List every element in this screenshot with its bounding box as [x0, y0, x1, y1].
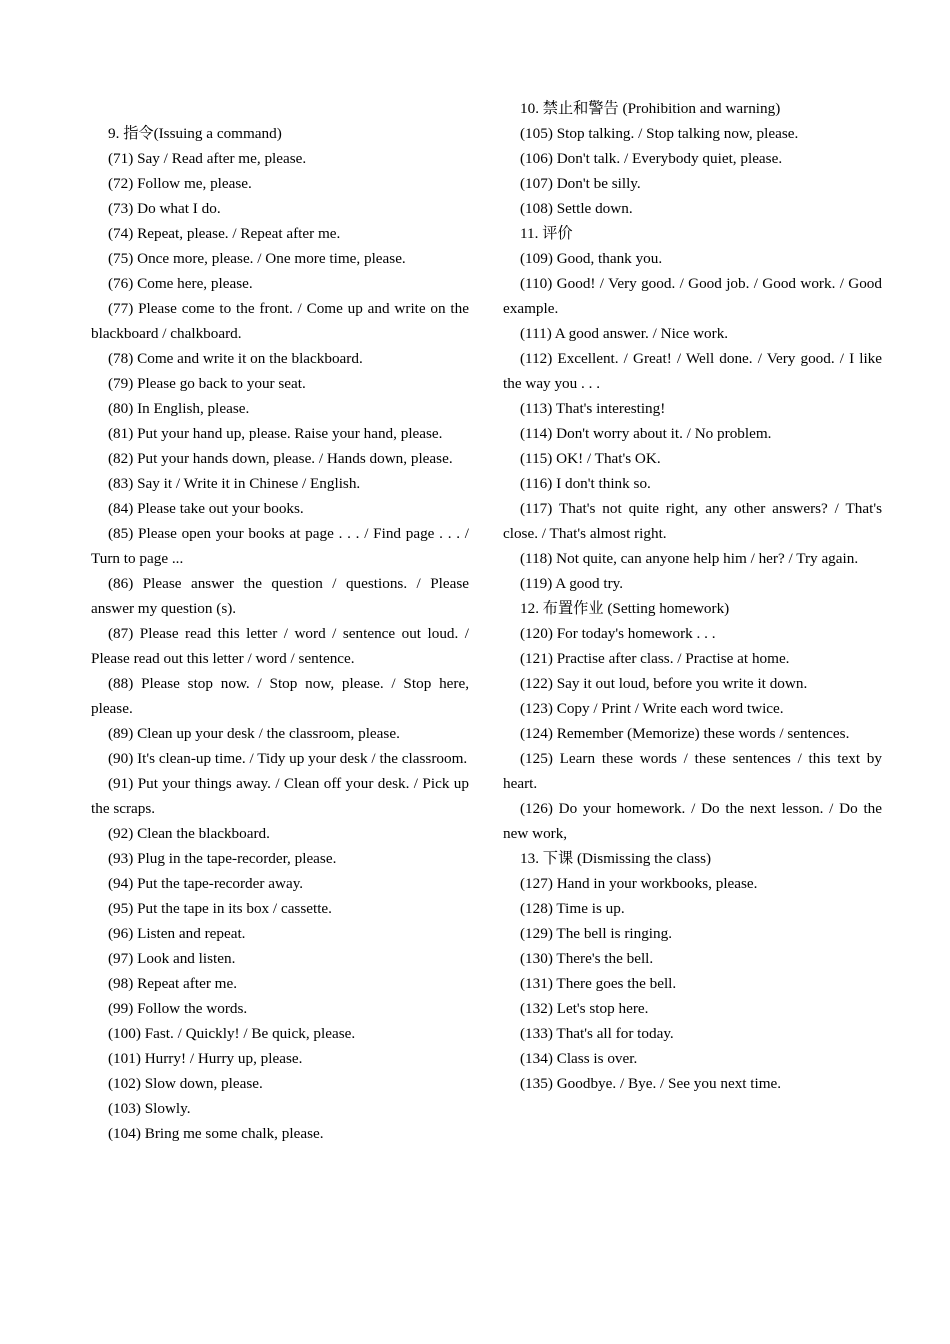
- phrase-item: (99) Follow the words.: [108, 1000, 248, 1017]
- right-column: [503, 96, 882, 1096]
- phrase-item: (125) Learn these words / these sentences / this text by heart.: [503, 750, 882, 792]
- phrase-item: (109) Good, thank you.: [520, 250, 663, 267]
- phrase-item: (111) A good answer. / Nice work.: [520, 325, 729, 342]
- phrase-item: (91) Put your things away. / Clean off your desk. / Pick up the scraps.: [91, 775, 469, 817]
- phrase-item: (134) Class is over.: [520, 1050, 638, 1067]
- phrase-item: (82) Put your hands down, please. / Hands down, please.: [108, 450, 453, 467]
- phrase-item: (129) The bell is ringing.: [520, 925, 672, 942]
- phrase-item: (113) That's interesting!: [520, 400, 666, 417]
- phrase-item: (79) Please go back to your seat.: [108, 375, 306, 392]
- section-heading: 12. 布置作业 (Setting homework): [520, 600, 730, 617]
- section-heading: 10. 禁止和警告 (Prohibition and warning): [520, 100, 781, 117]
- phrase-item: (101) Hurry! / Hurry up, please.: [108, 1050, 303, 1067]
- phrase-item: (84) Please take out your books.: [108, 500, 304, 517]
- phrase-item: (135) Goodbye. / Bye. / See you next time.: [520, 1075, 782, 1092]
- phrase-item: (75) Once more, please. / One more time, please.: [108, 250, 406, 267]
- left-column: [91, 121, 469, 1146]
- phrase-item: (107) Don't be silly.: [520, 175, 641, 192]
- phrase-item: (133) That's all for today.: [520, 1025, 674, 1042]
- phrase-item: (132) Let's stop here.: [520, 1000, 649, 1017]
- phrase-item: (88) Please stop now. / Stop now, please. / Stop here, please.: [91, 675, 469, 717]
- phrase-item: (85) Please open your books at page . . . / Find page . . . / Turn to page ...: [91, 525, 469, 567]
- phrase-item: (121) Practise after class. / Practise at home.: [520, 650, 790, 667]
- section-heading: 13. 下课 (Dismissing the class): [520, 850, 712, 867]
- phrase-item: (105) Stop talking. / Stop talking now, please.: [520, 125, 799, 142]
- phrase-item: (120) For today's homework . . .: [520, 625, 716, 642]
- phrase-item: (115) OK! / That's OK.: [520, 450, 661, 467]
- phrase-item: (110) Good! / Very good. / Good job. / Good work. / Good example.: [503, 275, 882, 317]
- phrase-item: (130) There's the bell.: [520, 950, 654, 967]
- phrase-item: (71) Say / Read after me, please.: [108, 150, 307, 167]
- phrase-item: (92) Clean the blackboard.: [108, 825, 270, 842]
- phrase-item: (87) Please read this letter / word / sentence out loud. / Please read out this letter / word / sentence.: [91, 625, 469, 667]
- phrase-item: (127) Hand in your workbooks, please.: [520, 875, 758, 892]
- phrase-item: (98) Repeat after me.: [108, 975, 238, 992]
- phrase-item: (95) Put the tape in its box / cassette.: [108, 900, 332, 917]
- phrase-item: (124) Remember (Memorize) these words / sentences.: [520, 725, 850, 742]
- phrase-item: (97) Look and listen.: [108, 950, 236, 967]
- phrase-item: (103) Slowly.: [108, 1100, 191, 1117]
- phrase-item: (117) That's not quite right, any other answers? / That's close. / That's almost right.: [503, 500, 882, 542]
- phrase-item: (86) Please answer the question / questions. / Please answer my question (s).: [91, 575, 469, 617]
- phrase-item: (123) Copy / Print / Write each word twice.: [520, 700, 784, 717]
- phrase-item: (119) A good try.: [520, 575, 624, 592]
- phrase-item: (128) Time is up.: [520, 900, 625, 917]
- phrase-item: (78) Come and write it on the blackboard.: [108, 350, 363, 367]
- phrase-item: (72) Follow me, please.: [108, 175, 252, 192]
- phrase-item: (73) Do what I do.: [108, 200, 221, 217]
- phrase-item: (83) Say it / Write it in Chinese / English.: [108, 475, 361, 492]
- phrase-item: (106) Don't talk. / Everybody quiet, please.: [520, 150, 783, 167]
- phrase-item: (77) Please come to the front. / Come up and write on the blackboard / chalkboard.: [91, 300, 469, 342]
- phrase-item: (74) Repeat, please. / Repeat after me.: [108, 225, 341, 242]
- phrase-item: (76) Come here, please.: [108, 275, 253, 292]
- phrase-item: (80) In English, please.: [108, 400, 250, 417]
- phrase-item: (131) There goes the bell.: [520, 975, 677, 992]
- phrase-item: (122) Say it out loud, before you write it down.: [520, 675, 808, 692]
- phrase-item: (100) Fast. / Quickly! / Be quick, please.: [108, 1025, 356, 1042]
- phrase-item: (108) Settle down.: [520, 200, 633, 217]
- phrase-item: (114) Don't worry about it. / No problem.: [520, 425, 772, 442]
- phrase-item: (118) Not quite, can anyone help him / her? / Try again.: [520, 550, 859, 567]
- section-heading: 11. 评价: [520, 225, 573, 242]
- phrase-item: (112) Excellent. / Great! / Well done. / Very good. / I like the way you . . .: [503, 350, 882, 392]
- phrase-item: (90) It's clean-up time. / Tidy up your desk / the classroom.: [108, 750, 468, 767]
- phrase-item: (116) I don't think so.: [520, 475, 651, 492]
- phrase-item: (93) Plug in the tape-recorder, please.: [108, 850, 337, 867]
- phrase-item: (104) Bring me some chalk, please.: [108, 1125, 324, 1142]
- phrase-item: (89) Clean up your desk / the classroom, please.: [108, 725, 400, 742]
- phrase-item: (126) Do your homework. / Do the next lesson. / Do the new work,: [503, 800, 882, 842]
- phrase-item: (94) Put the tape-recorder away.: [108, 875, 304, 892]
- phrase-item: (81) Put your hand up, please. Raise your hand, please.: [108, 425, 443, 442]
- phrase-item: (96) Listen and repeat.: [108, 925, 246, 942]
- phrase-item: (102) Slow down, please.: [108, 1075, 263, 1092]
- section-heading: 9. 指令(Issuing a command): [108, 125, 282, 142]
